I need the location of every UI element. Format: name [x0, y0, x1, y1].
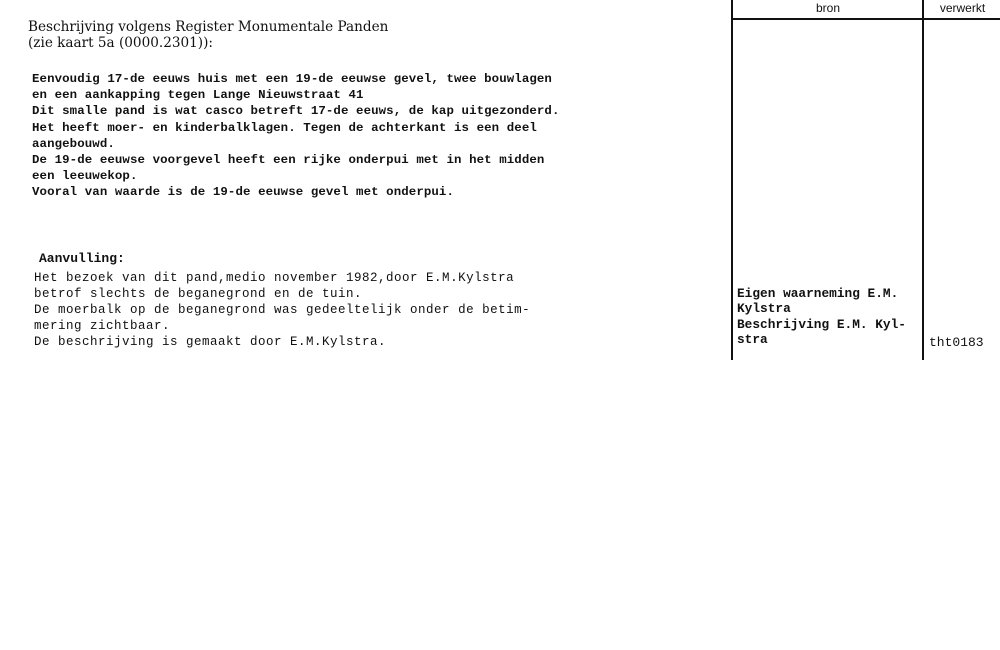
aanvulling-title: Aanvulling: [39, 251, 125, 266]
aanvulling-line: De beschrijving is gemaakt door E.M.Kylstra. [34, 335, 387, 349]
bron-line: Kylstra [737, 301, 791, 317]
bron-line: stra [737, 332, 768, 348]
document-heading [28, 19, 388, 51]
heading-line-1: Beschrijving volgens Register Monumentale Panden [28, 19, 389, 35]
register-line: Dit smalle pand is wat casco betreft 17-de eeuws, de kap uitgezonderd. [32, 104, 560, 119]
bron-cell [737, 286, 906, 348]
register-line: Het heeft moer- en kinderbalklagen. Tegen de achterkant is een deel [32, 120, 537, 135]
register-line: De 19-de eeuwse voorgevel heeft een rijke onderpui met in het midden [32, 153, 545, 168]
register-description [32, 71, 560, 201]
aanvulling-line: Het bezoek van dit pand,medio november 1982,door E.M.Kylstra [34, 271, 515, 285]
column-header-bron: bron [815, 1, 841, 15]
table-header-rule [731, 18, 1000, 20]
column-header-verwerkt: verwerkt [939, 1, 986, 15]
verwerkt-code: tht0183 [929, 335, 984, 350]
aanvulling-text [34, 270, 530, 350]
bron-line: Beschrijving E.M. Kyl- [737, 316, 906, 332]
heading-line-2: (zie kaart 5a (0000.2301)): [28, 35, 213, 51]
table-divider-middle [922, 0, 924, 360]
aanvulling-line: De moerbalk op de beganegrond was gedeeltelijk onder de betim- [34, 303, 531, 317]
aanvulling-line: betrof slechts de beganegrond en de tuin. [34, 287, 363, 301]
bron-line: Eigen waarneming E.M. [737, 286, 899, 301]
table-divider-left [731, 0, 733, 360]
register-line: Vooral van waarde is de 19-de eeuwse gevel met onderpui. [32, 185, 454, 200]
aanvulling-line: mering zichtbaar. [34, 319, 171, 333]
register-line: Eenvoudig 17-de eeuws huis met een 19-de eeuwse gevel, twee bouwlagen [32, 72, 552, 86]
register-line: en een aankapping tegen Lange Nieuwstraat 41 [32, 88, 364, 103]
register-line: aangebouwd. [32, 136, 115, 151]
register-line: een leeuwekop. [32, 169, 138, 184]
